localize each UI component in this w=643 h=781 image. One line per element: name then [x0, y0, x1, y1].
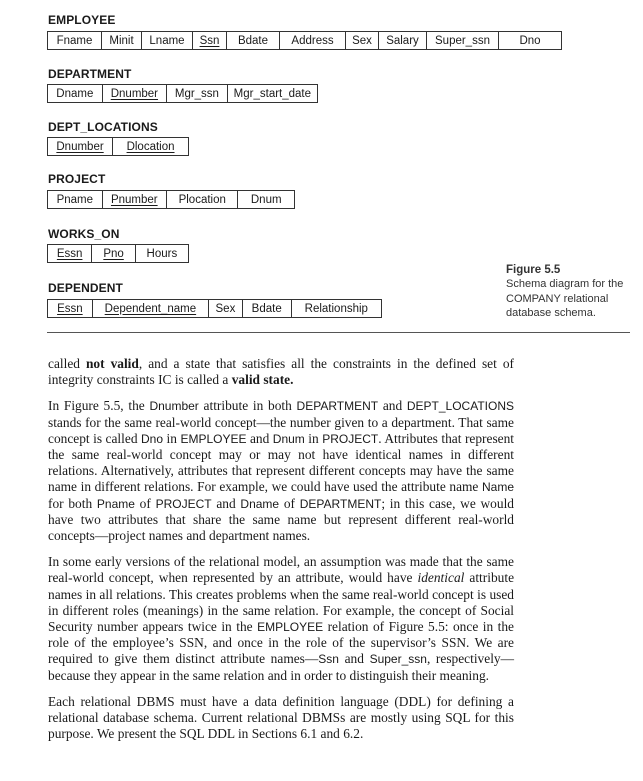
attribute-cell: Mgr_ssn [167, 85, 228, 102]
relation-title-dept-locations: DEPT_LOCATIONS [48, 120, 158, 134]
relation-title-works-on: WORKS_ON [48, 227, 120, 241]
primary-key-cell: Pnumber [103, 191, 167, 208]
relation-title-dependent: DEPENDENT [48, 281, 123, 295]
attribute-cell: Bdate [243, 300, 292, 317]
attribute-cell: Salary [379, 32, 427, 49]
attribute-cell: Pname [48, 191, 103, 208]
primary-key-cell: Essn [48, 300, 93, 317]
attribute-cell: Minit [102, 32, 142, 49]
primary-key-cell: Dlocation [126, 140, 175, 153]
primary-key-cell: Dnumber [103, 85, 168, 102]
relation-table-dependent [47, 299, 382, 318]
primary-key-cell: Essn [48, 245, 92, 262]
primary-key-cell: Dependent_name [93, 300, 209, 317]
primary-key-cell: Ssn [193, 32, 227, 49]
paragraph-1: called not valid, and a state that satisfies all the constraints in the defined set of integrity constraints IC is called a valid state. [48, 356, 514, 388]
paragraph-2: In Figure 5.5, the Dnumber attribute in both DEPARTMENT and DEPT_LOCATIONS stands for the same real-world concept—the number given to a department. That same concept is called Dno in EMPLOYEE and Dnum in PROJECT. Attributes that represent the same real-world concept may or may not have identical names in different relations. Alternatively, attributes that represent different concepts may have the same name in different relations. For example, we could have used the attribute name Name for both Pname of PROJECT and Dname of DEPARTMENT; in this case, we would have two attributes that share the same name but represent different real-world concepts—project names and department names. [48, 398, 515, 544]
relation-title-employee: EMPLOYEE [48, 13, 116, 27]
primary-key-cell: Dnumber [48, 138, 113, 155]
attribute-cell: Relationship [304, 302, 368, 315]
attribute-cell: Super_ssn [427, 32, 499, 49]
primary-key-cell: Pno [92, 245, 135, 262]
attribute-cell: Dname [48, 85, 103, 102]
relation-table-dept-locations [47, 137, 189, 156]
attribute-cell: Bdate [227, 32, 280, 49]
relation-title-project: PROJECT [48, 172, 106, 186]
attribute-cell: Mgr_start_date [233, 87, 312, 100]
attribute-cell: Sex [209, 300, 243, 317]
figure-divider [47, 332, 630, 333]
relation-table-department [47, 84, 318, 103]
attribute-cell: Lname [142, 32, 193, 49]
paragraph-4: Each relational DBMS must have a data definition language (DDL) for defining a relational database schema. Current relational DBMSs are mostly using SQL for this purpose. We present the SQL DDL in Sections 6.1 and 6.2. [48, 693, 514, 742]
figure-label: Figure 5.5 [506, 264, 561, 276]
attribute-cell: Fname [48, 32, 102, 49]
figure-caption [506, 264, 636, 321]
paragraph-3: In some early versions of the relational model, an assumption was made that the same real-world concept, when represented by an attribute, would have identical attribute names in all relations. This creates problems when the same real-world concept is used in different roles (meanings) in the same relation. For example, the concept of Social Security number appears twice in the EMPLOYEE relation of Figure 5.5: once in the role of the employee’s SSN, and once in the role of the supervisor’s SSN. We are required to give them distinct attribute names—Ssn and Super_ssn, respectively—because they appear in the same relation and in order to distinguish their meaning. [48, 554, 515, 683]
relation-table-employee [47, 31, 562, 50]
relation-table-project [47, 190, 295, 209]
attribute-cell: Plocation [167, 191, 238, 208]
body-text [48, 356, 514, 752]
attribute-cell: Dnum [250, 193, 282, 206]
attribute-cell: Dno [519, 34, 541, 47]
figure-caption-text: Schema diagram for the COMPANY relational database schema. [506, 278, 624, 319]
attribute-cell: Address [280, 32, 346, 49]
attribute-cell: Sex [346, 32, 379, 49]
attribute-cell: Hours [146, 247, 178, 260]
relation-title-department: DEPARTMENT [48, 67, 132, 81]
relation-table-works-on [47, 244, 189, 263]
